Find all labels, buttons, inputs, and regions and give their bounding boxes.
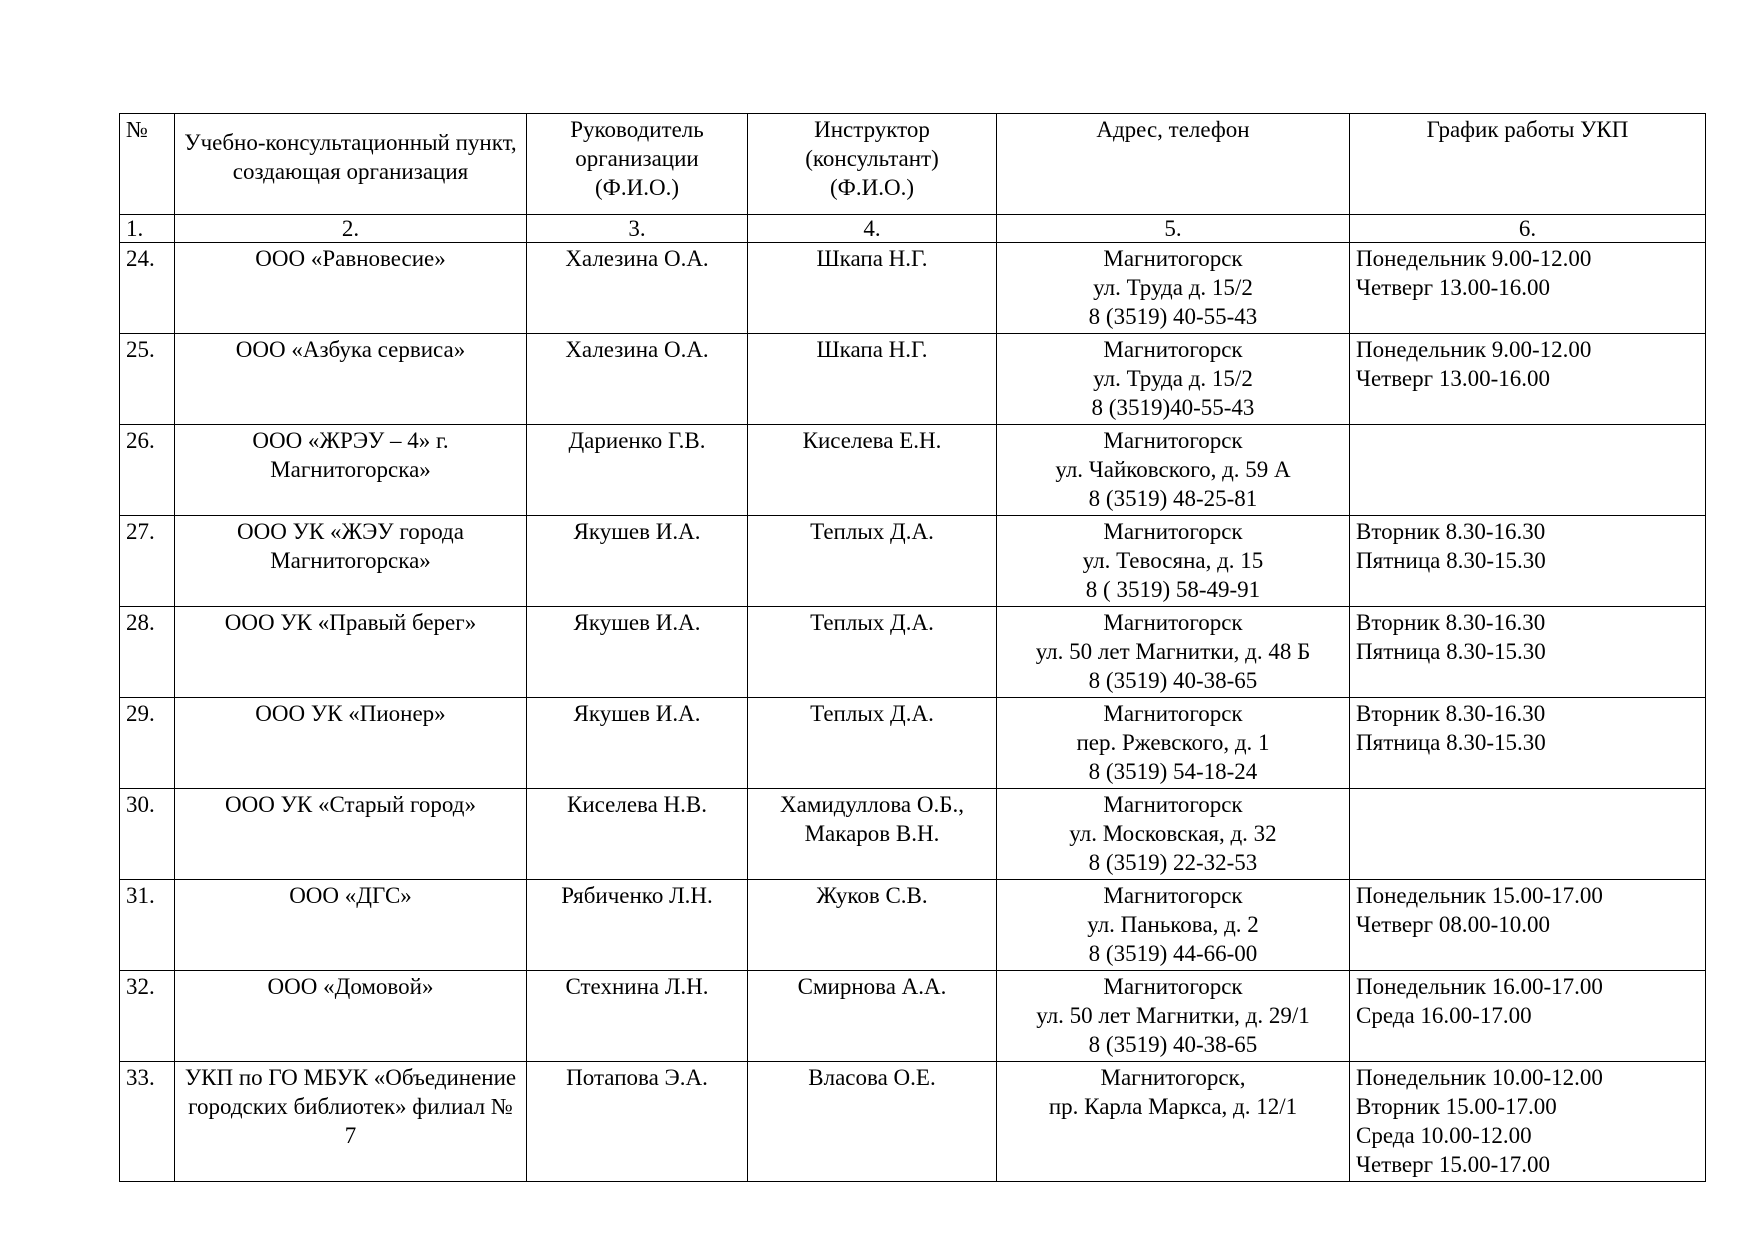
schedule-cell bbox=[1350, 698, 1706, 789]
row-number: 27. bbox=[120, 516, 175, 607]
header-num: № bbox=[120, 114, 175, 215]
schedule-line: Вторник 15.00-17.00 bbox=[1356, 1094, 1557, 1119]
instructor-name: Макаров В.Н. bbox=[804, 821, 940, 846]
address-line: ул. 50 лет Магнитки, д. 29/1 bbox=[1036, 1003, 1310, 1028]
address-line: 8 (3519) 40-55-43 bbox=[1088, 304, 1258, 329]
instructor-name: Власова О.Е. bbox=[808, 1065, 936, 1090]
schedule-cell bbox=[1350, 516, 1706, 607]
organization-name: ООО «Домовой» bbox=[267, 974, 434, 999]
schedule-line: Четверг 13.00-16.00 bbox=[1356, 275, 1550, 300]
address-line: Магнитогорск bbox=[1103, 701, 1243, 726]
row-number: 33. bbox=[120, 1062, 175, 1182]
instructor-name: Жуков С.В. bbox=[816, 883, 928, 908]
address-line: ул. Труда д. 15/2 bbox=[1093, 366, 1253, 391]
instructor-name: Шкапа Н.Г. bbox=[816, 246, 928, 271]
head-name: Якушев И.А. bbox=[527, 607, 748, 698]
organization-name: ООО «Равновесие» bbox=[255, 246, 446, 271]
head-name: Якушев И.А. bbox=[527, 698, 748, 789]
head-name: Стехнина Л.Н. bbox=[527, 971, 748, 1062]
column-number: 4. bbox=[748, 215, 997, 243]
schedule-line: Вторник 8.30-16.30 bbox=[1356, 701, 1546, 726]
instructor-name: Теплых Д.А. bbox=[810, 519, 934, 544]
instructor-cell bbox=[748, 334, 997, 425]
table-row bbox=[120, 516, 1706, 607]
address-line: ул. Тевосяна, д. 15 bbox=[1082, 548, 1264, 573]
instructor-cell bbox=[748, 425, 997, 516]
header-head-line: (Ф.И.О.) bbox=[595, 175, 679, 200]
document-page bbox=[119, 113, 1705, 1182]
address-line: пер. Ржевского, д. 1 bbox=[1076, 730, 1270, 755]
address-line: Магнитогорск bbox=[1103, 610, 1243, 635]
schedule-line: Понедельник 15.00-17.00 bbox=[1356, 883, 1603, 908]
schedule-line: Пятница 8.30-15.30 bbox=[1356, 639, 1546, 664]
organization-cell bbox=[175, 425, 527, 516]
address-cell bbox=[997, 1062, 1350, 1182]
schedule-cell bbox=[1350, 243, 1706, 334]
row-number: 25. bbox=[120, 334, 175, 425]
schedule-cell bbox=[1350, 425, 1706, 516]
table-row bbox=[120, 789, 1706, 880]
column-number: 1. bbox=[120, 215, 175, 243]
header-instructor-line: Инструктор bbox=[814, 117, 930, 142]
schedule-line: Четверг 15.00-17.00 bbox=[1356, 1152, 1550, 1177]
address-cell bbox=[997, 789, 1350, 880]
organization-cell bbox=[175, 971, 527, 1062]
organization-name: ООО «ЖРЭУ – 4» г. Магнитогорска» bbox=[252, 428, 449, 482]
column-number: 5. bbox=[997, 215, 1350, 243]
organization-cell bbox=[175, 516, 527, 607]
address-line: ул. Московская, д. 32 bbox=[1069, 821, 1277, 846]
organization-name: УКП по ГО МБУК «Объединение городских библиотек» филиал № 7 bbox=[184, 1065, 517, 1148]
header-head bbox=[527, 114, 748, 215]
schedule-line: Понедельник 9.00-12.00 bbox=[1356, 337, 1592, 362]
table-row bbox=[120, 334, 1706, 425]
header-instructor bbox=[748, 114, 997, 215]
address-cell bbox=[997, 425, 1350, 516]
schedule-line: Пятница 8.30-15.30 bbox=[1356, 548, 1546, 573]
address-line: 8 (3519) 48-25-81 bbox=[1088, 486, 1258, 511]
address-cell bbox=[997, 880, 1350, 971]
table-row bbox=[120, 971, 1706, 1062]
address-line: ул. Труда д. 15/2 bbox=[1093, 275, 1253, 300]
header-head-line: организации bbox=[575, 146, 699, 171]
organization-name: ООО «ДГС» bbox=[289, 883, 412, 908]
organization-name: ООО «Азбука сервиса» bbox=[235, 337, 466, 362]
header-head-line: Руководитель bbox=[570, 117, 704, 142]
address-line: 8 (3519) 40-38-65 bbox=[1088, 668, 1258, 693]
schedule-line: Вторник 8.30-16.30 bbox=[1356, 519, 1546, 544]
column-number: 2. bbox=[175, 215, 527, 243]
table-row bbox=[120, 607, 1706, 698]
instructor-cell bbox=[748, 880, 997, 971]
address-line: 8 (3519) 44-66-00 bbox=[1088, 941, 1258, 966]
header-instructor-line: (консультант) bbox=[805, 146, 939, 171]
row-number: 31. bbox=[120, 880, 175, 971]
header-row bbox=[120, 114, 1706, 215]
address-line: 8 (3519)40-55-43 bbox=[1091, 395, 1255, 420]
row-number: 32. bbox=[120, 971, 175, 1062]
head-name: Киселева Н.В. bbox=[527, 789, 748, 880]
instructor-cell bbox=[748, 607, 997, 698]
address-cell bbox=[997, 243, 1350, 334]
schedule-cell bbox=[1350, 880, 1706, 971]
address-line: Магнитогорск bbox=[1103, 792, 1243, 817]
column-number: 6. bbox=[1350, 215, 1706, 243]
organization-name: ООО УК «Правый берег» bbox=[224, 610, 477, 635]
schedule-line: Вторник 8.30-16.30 bbox=[1356, 610, 1546, 635]
schedule-line: Среда 10.00-12.00 bbox=[1356, 1123, 1532, 1148]
address-line: Магнитогорск bbox=[1103, 428, 1243, 453]
instructor-cell bbox=[748, 1062, 997, 1182]
schedule-cell bbox=[1350, 1062, 1706, 1182]
address-cell bbox=[997, 971, 1350, 1062]
ukp-table bbox=[119, 113, 1706, 1182]
table-body bbox=[120, 243, 1706, 1182]
header-instructor-line: (Ф.И.О.) bbox=[830, 175, 914, 200]
organization-cell bbox=[175, 1062, 527, 1182]
organization-cell bbox=[175, 789, 527, 880]
row-number: 28. bbox=[120, 607, 175, 698]
address-line: Магнитогорск bbox=[1103, 519, 1243, 544]
column-number-row bbox=[120, 215, 1706, 243]
schedule-cell bbox=[1350, 334, 1706, 425]
instructor-name: Хамидуллова О.Б., bbox=[780, 792, 964, 817]
address-line: пр. Карла Маркса, д. 12/1 bbox=[1048, 1094, 1298, 1119]
row-number: 29. bbox=[120, 698, 175, 789]
address-line: 8 (3519) 40-38-65 bbox=[1088, 1032, 1258, 1057]
instructor-name: Теплых Д.А. bbox=[810, 610, 934, 635]
schedule-cell bbox=[1350, 789, 1706, 880]
table-row bbox=[120, 1062, 1706, 1182]
row-number: 24. bbox=[120, 243, 175, 334]
address-line: Магнитогорск bbox=[1103, 883, 1243, 908]
address-line: ул. Панькова, д. 2 bbox=[1087, 912, 1259, 937]
schedule-line: Среда 16.00-17.00 bbox=[1356, 1003, 1532, 1028]
address-cell bbox=[997, 698, 1350, 789]
head-name: Якушев И.А. bbox=[527, 516, 748, 607]
header-schedule: График работы УКП bbox=[1350, 114, 1706, 215]
header-org: Учебно-консультационный пункт, создающая организация bbox=[175, 114, 527, 215]
organization-cell bbox=[175, 334, 527, 425]
address-line: 8 (3519) 54-18-24 bbox=[1088, 759, 1258, 784]
instructor-cell bbox=[748, 698, 997, 789]
organization-name: ООО УК «ЖЭУ города Магнитогорска» bbox=[237, 519, 464, 573]
instructor-cell bbox=[748, 971, 997, 1062]
schedule-cell bbox=[1350, 607, 1706, 698]
organization-cell bbox=[175, 243, 527, 334]
schedule-line: Понедельник 9.00-12.00 bbox=[1356, 246, 1592, 271]
head-name: Халезина О.А. bbox=[527, 243, 748, 334]
table-row bbox=[120, 880, 1706, 971]
head-name: Потапова Э.А. bbox=[527, 1062, 748, 1182]
row-number: 26. bbox=[120, 425, 175, 516]
organization-name: ООО УК «Пионер» bbox=[255, 701, 446, 726]
address-line: Магнитогорск, bbox=[1100, 1065, 1246, 1090]
schedule-line: Пятница 8.30-15.30 bbox=[1356, 730, 1546, 755]
instructor-name: Смирнова А.А. bbox=[797, 974, 947, 999]
address-line: ул. Чайковского, д. 59 А bbox=[1055, 457, 1291, 482]
address-line: Магнитогорск bbox=[1103, 337, 1243, 362]
organization-name: ООО УК «Старый город» bbox=[225, 792, 476, 817]
address-cell bbox=[997, 607, 1350, 698]
row-number: 30. bbox=[120, 789, 175, 880]
instructor-cell bbox=[748, 516, 997, 607]
schedule-line: Понедельник 16.00-17.00 bbox=[1356, 974, 1603, 999]
address-cell bbox=[997, 334, 1350, 425]
table-row bbox=[120, 243, 1706, 334]
schedule-cell bbox=[1350, 971, 1706, 1062]
address-line: 8 ( 3519) 58-49-91 bbox=[1085, 577, 1261, 602]
organization-cell bbox=[175, 607, 527, 698]
schedule-line: Четверг 13.00-16.00 bbox=[1356, 366, 1550, 391]
instructor-name: Киселева Е.Н. bbox=[802, 428, 942, 453]
column-number: 3. bbox=[527, 215, 748, 243]
instructor-name: Шкапа Н.Г. bbox=[816, 337, 928, 362]
address-line: Магнитогорск bbox=[1103, 974, 1243, 999]
schedule-line: Четверг 08.00-10.00 bbox=[1356, 912, 1550, 937]
address-line: ул. 50 лет Магнитки, д. 48 Б bbox=[1035, 639, 1311, 664]
head-name: Халезина О.А. bbox=[527, 334, 748, 425]
header-address: Адрес, телефон bbox=[997, 114, 1350, 215]
address-cell bbox=[997, 516, 1350, 607]
instructor-name: Теплых Д.А. bbox=[810, 701, 934, 726]
organization-cell bbox=[175, 880, 527, 971]
head-name: Рябиченко Л.Н. bbox=[527, 880, 748, 971]
instructor-cell bbox=[748, 789, 997, 880]
table-row bbox=[120, 425, 1706, 516]
address-line: Магнитогорск bbox=[1103, 246, 1243, 271]
table-row bbox=[120, 698, 1706, 789]
organization-cell bbox=[175, 698, 527, 789]
instructor-cell bbox=[748, 243, 997, 334]
address-line: 8 (3519) 22-32-53 bbox=[1088, 850, 1258, 875]
head-name: Дариенко Г.В. bbox=[527, 425, 748, 516]
schedule-line: Понедельник 10.00-12.00 bbox=[1356, 1065, 1603, 1090]
